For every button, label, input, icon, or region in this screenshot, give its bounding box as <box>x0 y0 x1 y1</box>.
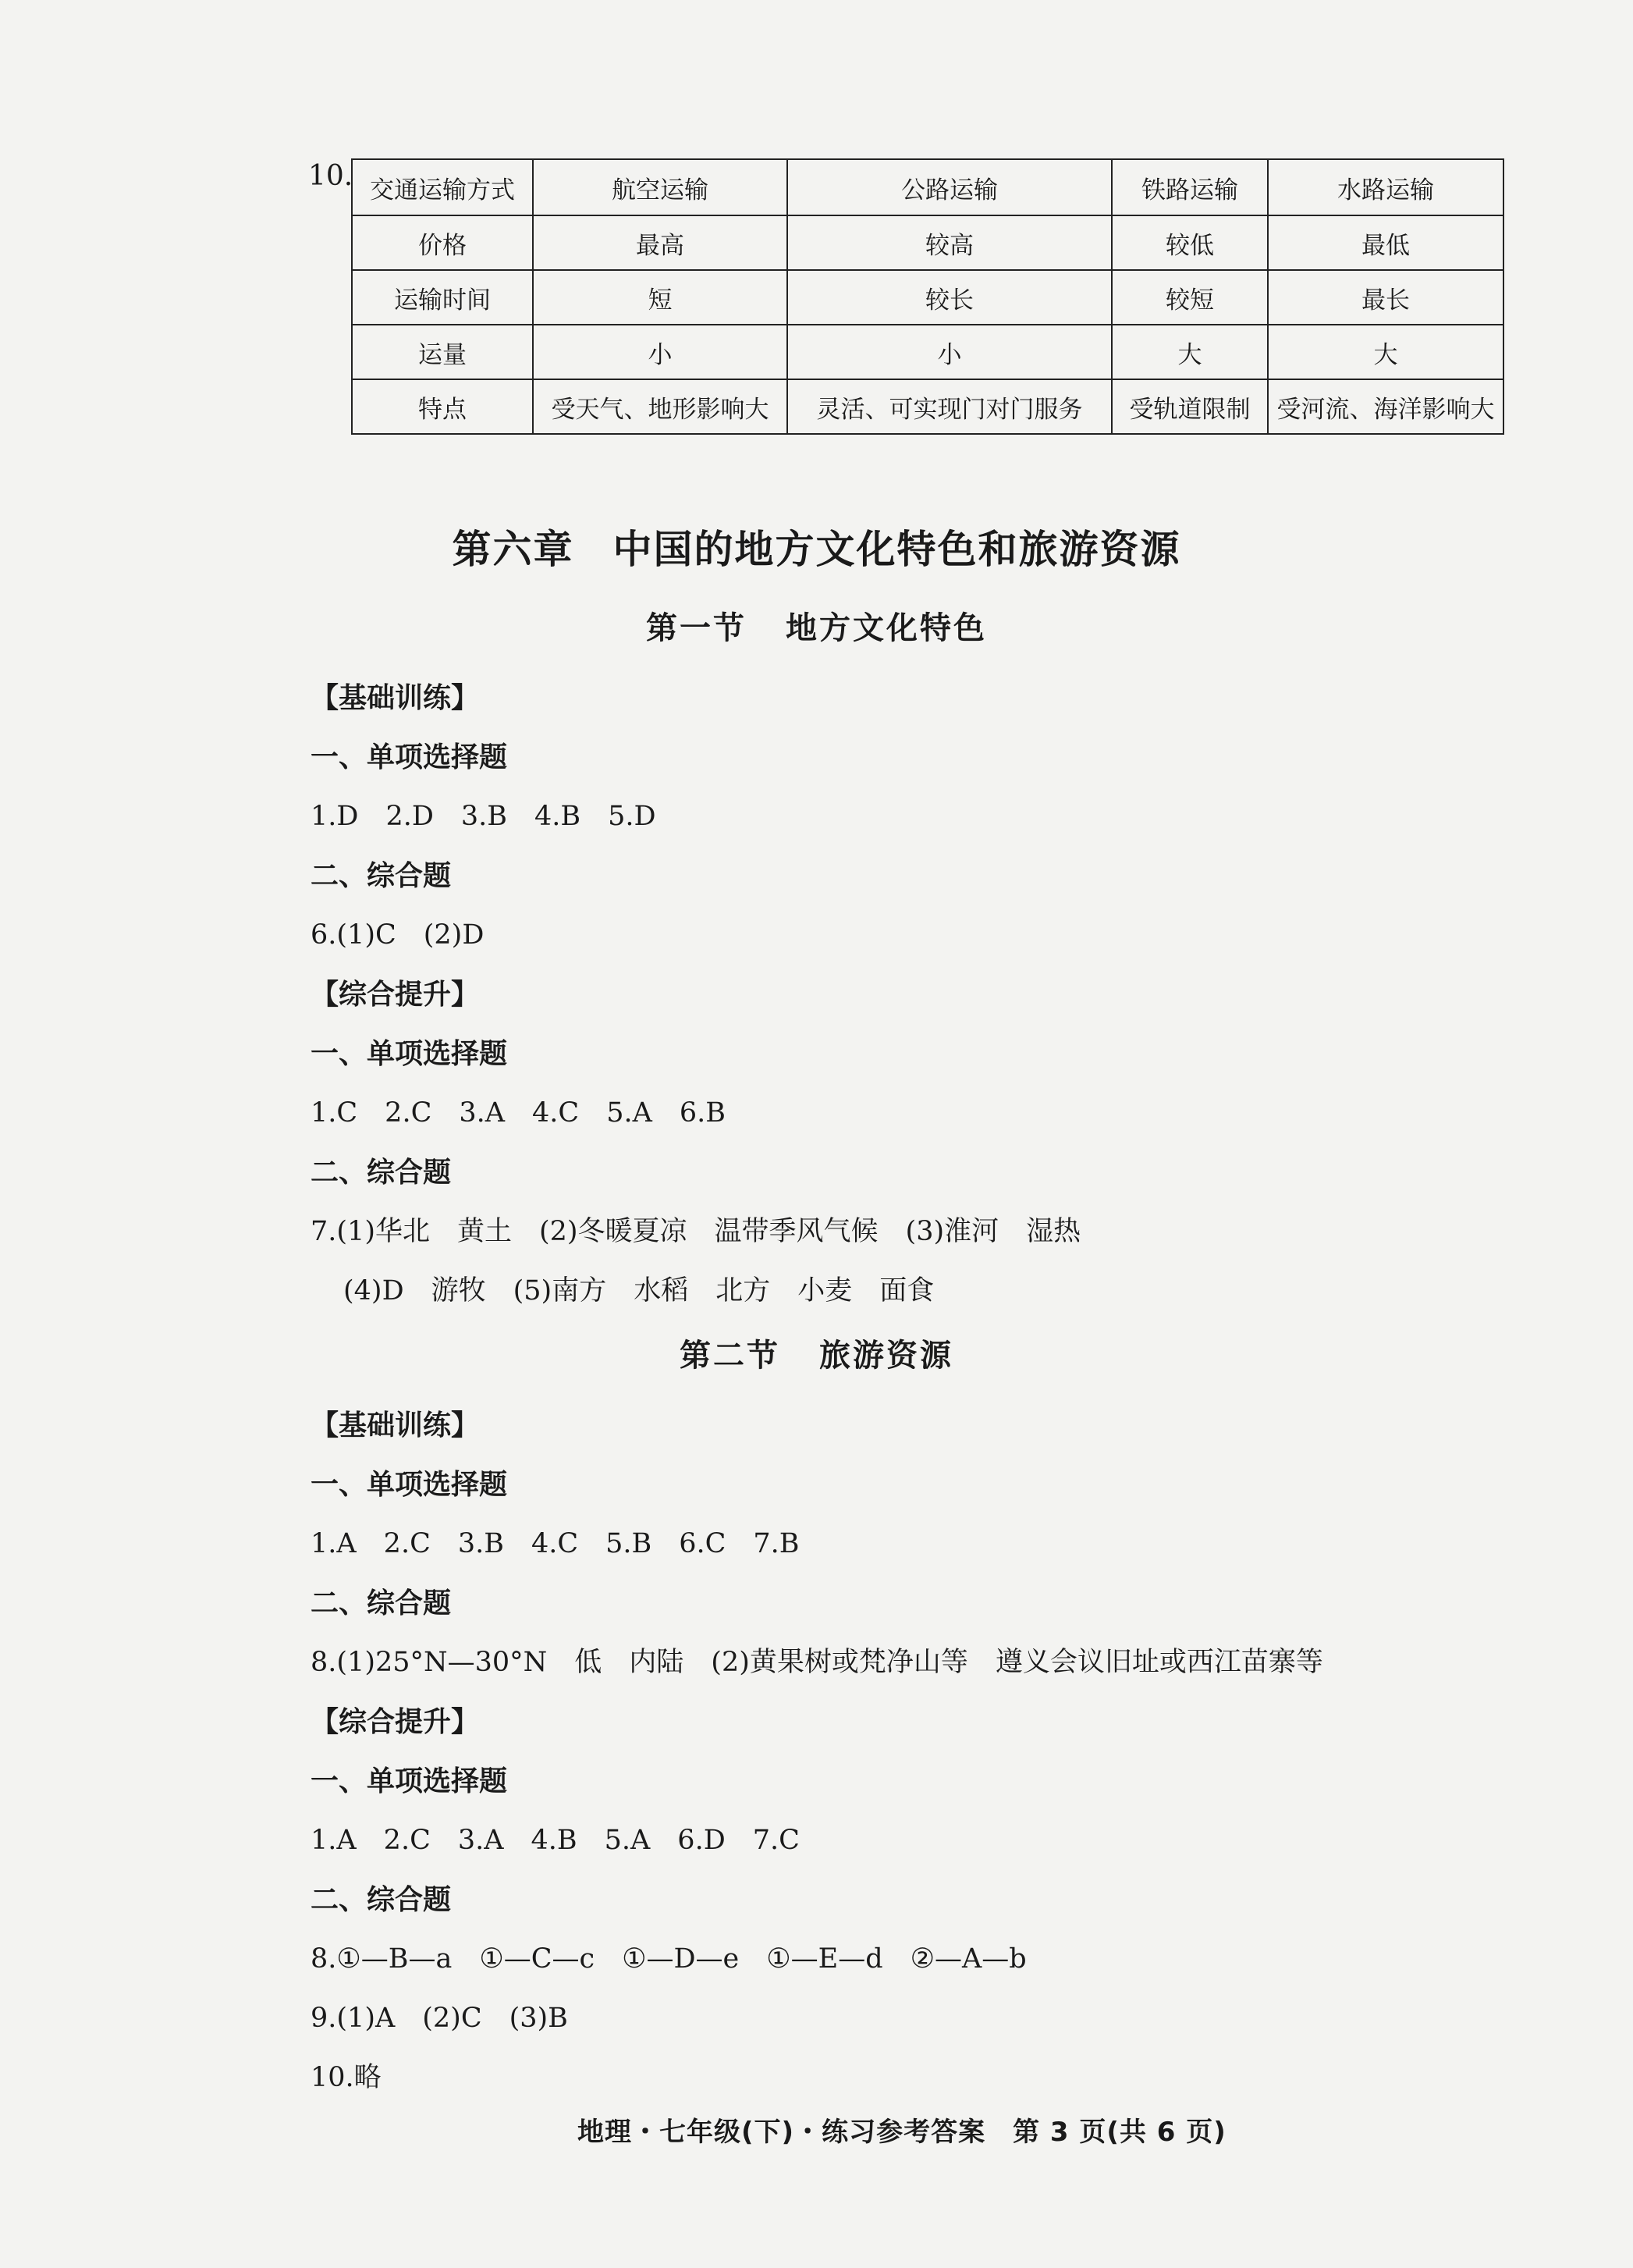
answer-line: 1.A 2.C 3.A 4.B 5.A 6.D 7.C <box>311 1825 800 1856</box>
table-cell: 受天气、地形影响大 <box>533 379 787 434</box>
table-row <box>352 325 1503 379</box>
table-cell: 价格 <box>352 215 533 270</box>
answer-line: 10.略 <box>311 2062 382 2093</box>
section-2-title <box>0 1331 1633 1375</box>
question-type-heading: 二、综合题 <box>311 860 452 892</box>
answer-line: 1.C 2.C 3.A 4.C 5.A 6.B <box>311 1097 726 1129</box>
chapter-name: 中国的地方文化特色和旅游资源 <box>612 527 1181 572</box>
section-1-title <box>0 603 1633 648</box>
answer-line: 1.A 2.C 3.B 4.C 5.B 6.C 7.B <box>311 1528 800 1559</box>
question-type-heading: 一、单项选择题 <box>311 741 508 773</box>
table-cell: 最高 <box>533 215 787 270</box>
subsection-label: 【基础训练】 <box>311 1410 480 1441</box>
table-cell: 短 <box>533 270 787 325</box>
table-cell: 航空运输 <box>533 159 787 215</box>
table-cell: 大 <box>1268 325 1503 379</box>
table-cell: 交通运输方式 <box>352 159 533 215</box>
answer-line: (4)D 游牧 (5)南方 水稻 北方 小麦 面食 <box>343 1275 935 1306</box>
question-type-heading: 二、综合题 <box>311 1587 452 1619</box>
table-cell: 受河流、海洋影响大 <box>1268 379 1503 434</box>
table-row <box>352 215 1503 270</box>
answer-line: 9.(1)A (2)C (3)B <box>311 2003 568 2034</box>
question-type-heading: 二、综合题 <box>311 1157 452 1189</box>
transport-comparison-table <box>351 158 1504 435</box>
section-2-name: 旅游资源 <box>819 1338 953 1374</box>
table-cell: 特点 <box>352 379 533 434</box>
table-cell: 小 <box>533 325 787 379</box>
question-type-heading: 一、单项选择题 <box>311 1038 508 1070</box>
subsection-label: 【基础训练】 <box>311 682 480 714</box>
section-2-number: 第二节 <box>680 1338 780 1374</box>
answer-line: 7.(1)华北 黄土 (2)冬暖夏凉 温带季风气候 (3)淮河 湿热 <box>311 1216 1081 1247</box>
table-cell: 灵活、可实现门对门服务 <box>787 379 1112 434</box>
table-cell: 较低 <box>1112 215 1268 270</box>
table-cell: 较长 <box>787 270 1112 325</box>
table-row <box>352 379 1503 434</box>
answer-line: 1.D 2.D 3.B 4.B 5.D <box>311 801 656 832</box>
table-cell: 水路运输 <box>1268 159 1503 215</box>
chapter-number: 第六章 <box>452 527 574 572</box>
table-cell: 铁路运输 <box>1112 159 1268 215</box>
answer-line: 6.(1)C (2)D <box>311 919 485 951</box>
page-footer: 地理・七年级(下)・练习参考答案 第 3 页(共 6 页) <box>577 2117 1227 2148</box>
chapter-title <box>0 518 1633 574</box>
question-type-heading: 二、综合题 <box>311 1884 452 1916</box>
subsection-label: 【综合提升】 <box>311 979 480 1011</box>
subsection-label: 【综合提升】 <box>311 1706 480 1738</box>
table-header-row <box>352 159 1503 215</box>
table-cell: 小 <box>787 325 1112 379</box>
question-type-heading: 一、单项选择题 <box>311 1469 508 1501</box>
table-row <box>352 270 1503 325</box>
answer-line: 8.①—B—a ①—C—c ①—D—e ①—E—d ②—A—b <box>311 1943 1027 1975</box>
table-cell: 受轨道限制 <box>1112 379 1268 434</box>
table-cell: 较高 <box>787 215 1112 270</box>
table-cell: 运量 <box>352 325 533 379</box>
section-1-number: 第一节 <box>646 610 747 646</box>
question-10-number: 10. <box>308 160 353 192</box>
answer-line: 8.(1)25°N—30°N 低 内陆 (2)黄果树或梵净山等 遵义会议旧址或西江苗寨等 <box>311 1647 1323 1678</box>
table-cell: 最长 <box>1268 270 1503 325</box>
table-cell: 较短 <box>1112 270 1268 325</box>
table-cell: 公路运输 <box>787 159 1112 215</box>
table-cell: 运输时间 <box>352 270 533 325</box>
table-cell: 大 <box>1112 325 1268 379</box>
table-cell: 最低 <box>1268 215 1503 270</box>
question-type-heading: 一、单项选择题 <box>311 1765 508 1797</box>
section-1-name: 地方文化特色 <box>786 610 987 646</box>
